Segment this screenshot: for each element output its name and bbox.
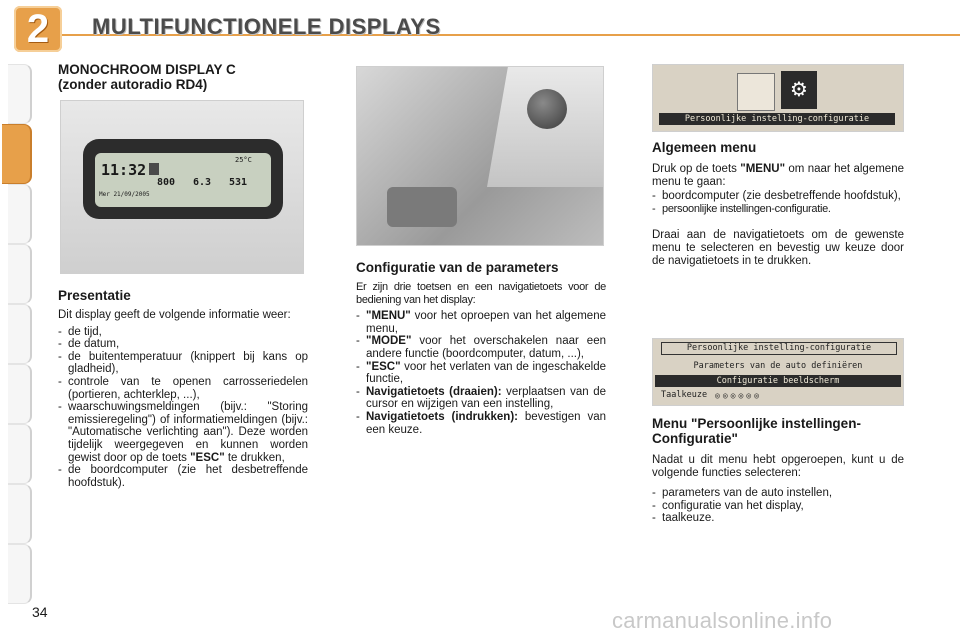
lcd-time: 11:32 — [101, 161, 147, 179]
list-item: - de datum, — [58, 338, 308, 351]
chapter-tabs — [0, 64, 34, 584]
list-item — [356, 386, 606, 411]
list-item-text: voor het overschakelen naar een andere functie (boordcomputer, datum, ...), — [366, 335, 606, 360]
screen-menu-item: Parameters van de auto definiëren — [693, 361, 863, 371]
settings-icon: ⚙ — [781, 71, 817, 109]
dashboard-display-photo — [60, 100, 304, 274]
algemeen-list — [652, 190, 904, 215]
list-item-text: voor het verlaten van de ingeschakelde functie, — [366, 360, 606, 386]
trip-computer-icon — [737, 73, 775, 111]
chapter-tab[interactable] — [8, 244, 32, 304]
chapter-tab-active[interactable] — [2, 124, 32, 184]
configuratie-section — [356, 260, 606, 436]
screen-title: Persoonlijke instelling-configuratie — [661, 342, 897, 355]
lcd-date: Mer 21/09/2005 — [99, 191, 150, 198]
configuratie-intro: Er zijn drie toetsen en een navigatietoets voor de bediening van het display: — [356, 281, 606, 306]
car-icon — [149, 163, 159, 175]
chapter-number: 2 — [26, 7, 50, 51]
section-title — [58, 62, 308, 92]
console-controls-photo — [356, 66, 604, 246]
algemeen-text: Druk op de toets — [652, 163, 741, 175]
list-item: - configuratie van het display, — [652, 500, 904, 513]
key-label: "MODE" — [366, 335, 412, 348]
section-title-line2: (zonder autoradio RD4) — [58, 77, 208, 92]
screen-menu-item: Taalkeuze — [661, 390, 708, 400]
key-list — [356, 310, 606, 436]
list-item — [58, 401, 308, 464]
lcd-value: 531 — [229, 177, 248, 188]
list-item-text: voor het oproepen van het algemene menu, — [366, 310, 606, 335]
key-label: Navigatietoets (indrukken): — [366, 410, 518, 423]
persoonlijke-menu-intro: Nadat u dit menu hebt opgeroepen, kunt u de volgende functies selecteren: — [652, 454, 904, 479]
algemeen-intro — [652, 163, 904, 188]
list-item-text: te drukken, — [224, 451, 285, 464]
control-panel — [387, 187, 457, 227]
list-item-text: waarschuwingsmeldingen (bijv.: "Storing emissieregeling") of informatiemeldingen (bijv.: "Automatische verlichting aan"). Deze worden tijdelijk weergegeven en kunnen worden gewist door op de toets — [68, 401, 308, 464]
list-item: - controle van te openen carrosseriedelen (portieren, achterklep, ...), — [58, 376, 308, 401]
page-title: MULTIFUNCTIONELE DISPLAYS — [92, 14, 441, 39]
list-item: - de tijd, — [58, 326, 308, 339]
key-label: "ESC" — [366, 360, 401, 373]
chapter-tab[interactable] — [8, 544, 32, 604]
persoonlijke-menu-list — [652, 487, 904, 525]
page-number: 34 — [32, 604, 48, 620]
list-item-text: verplaatsen van de cursor en wijzigen van een instelling, — [366, 385, 607, 411]
list-item: - parameters van de auto instellen, — [652, 487, 904, 500]
algemeen-section — [652, 140, 904, 267]
presentatie-intro: Dit display geeft de volgende informatie weer: — [58, 309, 291, 321]
flag-icons: ◎◎◎◎◎◎ — [715, 391, 762, 400]
presentatie-heading: Presentatie — [58, 288, 131, 303]
chapter-tab[interactable] — [8, 184, 32, 244]
list-item — [356, 335, 606, 360]
chapter-tab[interactable] — [8, 484, 32, 544]
general-menu-screen — [652, 64, 904, 132]
list-item — [356, 411, 606, 436]
presentatie-list — [58, 326, 308, 490]
list-item: - taalkeuze. — [652, 512, 904, 525]
watermark: carmanualsonline.info — [612, 608, 833, 633]
list-item: - de boordcomputer (zie het desbetreffende hoofdstuk). — [58, 464, 308, 489]
algemeen-text: om naar het algemene menu te gaan: — [652, 163, 904, 188]
key-label: "MENU" — [366, 310, 411, 323]
key-label: "ESC" — [190, 451, 225, 464]
presentatie-section — [58, 288, 308, 489]
list-item — [356, 361, 606, 386]
list-item — [356, 310, 606, 335]
settings-menu-screen — [652, 338, 904, 406]
screen-selected-label: Persoonlijke instelling-configuratie — [659, 113, 895, 125]
persoonlijke-menu-section — [652, 416, 904, 525]
list-item-text: bevestigen van een keuze. — [366, 410, 606, 436]
key-label: "MENU" — [740, 163, 786, 175]
lcd-screen — [95, 153, 271, 207]
persoonlijke-menu-heading: Menu "Persoonlijke instellingen-Configuratie" — [652, 416, 861, 446]
screen-menu-item-selected: Configuratie beeldscherm — [655, 375, 901, 387]
draai-paragraph: Draai aan de navigatietoets om de gewenste menu te selecteren en bevestig uw keuze door de navigatietoets in te drukken. — [652, 229, 904, 267]
chapter-tab[interactable] — [8, 64, 32, 124]
chapter-tab[interactable] — [8, 304, 32, 364]
configuratie-heading: Configuratie van de parameters — [356, 260, 559, 275]
section-title-line1: MONOCHROOM DISPLAY C — [58, 62, 236, 77]
chapter-tab[interactable] — [8, 364, 32, 424]
navigation-knob-icon — [527, 89, 567, 129]
algemeen-heading: Algemeen menu — [652, 140, 757, 155]
list-item: - boordcomputer (zie desbetreffende hoofdstuk), — [652, 190, 904, 203]
lcd-value: 6.3 — [193, 177, 212, 188]
key-label: Navigatietoets (draaien): — [366, 385, 502, 398]
lcd-value: 800 — [157, 177, 176, 188]
lcd-temperature: 25°C — [235, 156, 252, 164]
list-item: - de buitentemperatuur (knippert bij kans op gladheid), — [58, 351, 308, 376]
list-item: - persoonlijke instellingen-configuratie. — [652, 203, 904, 216]
chapter-tab[interactable] — [8, 424, 32, 484]
